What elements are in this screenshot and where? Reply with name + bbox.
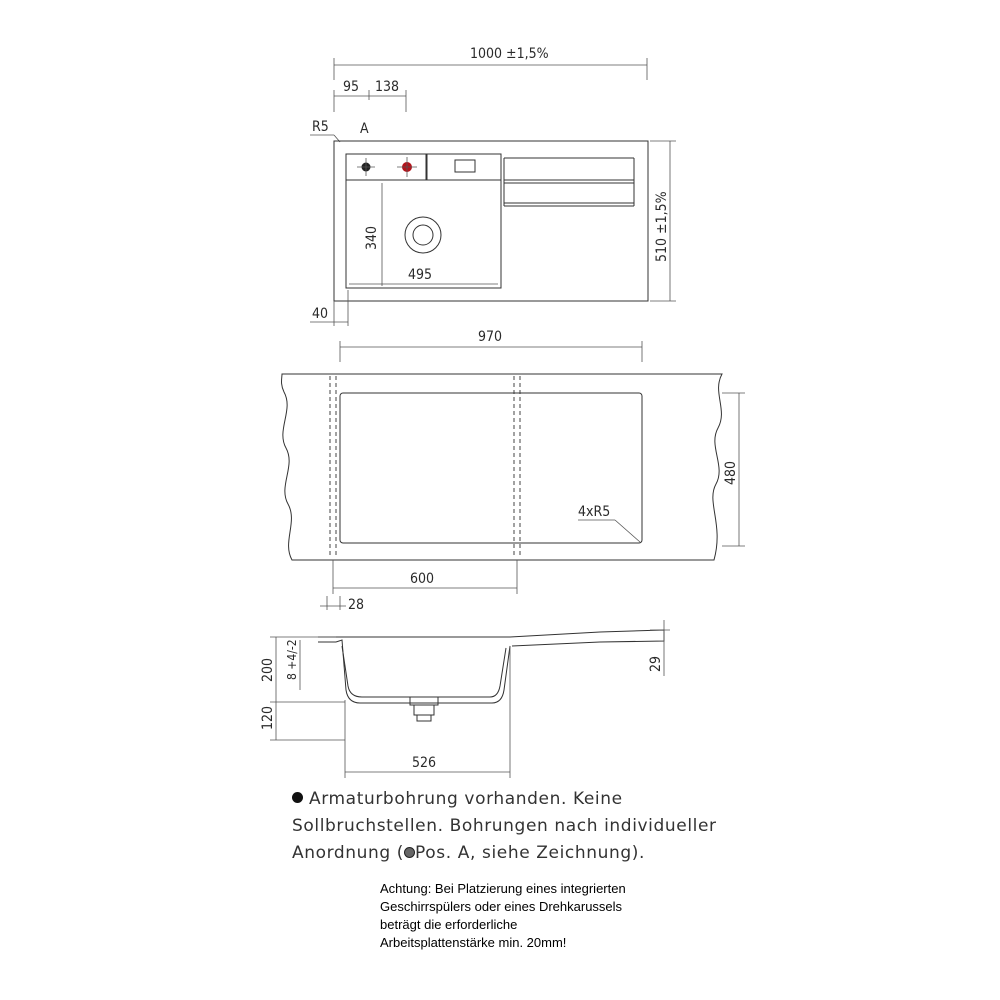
dim-overall-depth: 510 ±1,5% bbox=[654, 191, 670, 262]
dim-bowl-depth: 340 bbox=[364, 225, 380, 250]
warning-line-4: Arbeitsplattenstärke min. 20mm! bbox=[380, 935, 567, 950]
dim-bowl-width: 495 bbox=[408, 267, 433, 283]
tap-hole-dark-icon bbox=[357, 158, 375, 176]
note-line-2: Sollbruchstellen. Bohrungen nach individueller bbox=[292, 816, 717, 836]
warning-line-2: Geschirrspülers oder eines Drehkarussels bbox=[380, 899, 623, 914]
dim-edge-28: 28 bbox=[348, 597, 365, 613]
dim-cutout-depth: 480 bbox=[723, 460, 739, 485]
drainer-grooves bbox=[504, 158, 634, 206]
note-text-3a: Anordnung ( bbox=[292, 843, 405, 863]
note-text-3b: Pos. A, siehe Zeichnung). bbox=[415, 843, 645, 863]
warning-line-1: Achtung: Bei Platzierung eines integrierten bbox=[380, 881, 626, 896]
worktop-outline bbox=[282, 374, 723, 560]
note-line-3 bbox=[292, 840, 812, 867]
tap-hole-red-icon bbox=[397, 157, 417, 177]
dim-rim-thickness: 8 +4/-2 bbox=[285, 639, 299, 680]
position-marker-icon bbox=[404, 847, 415, 858]
note-text-1: Armaturbohrung vorhanden. Keine bbox=[309, 789, 623, 809]
label-radius-r5: R5 bbox=[312, 119, 329, 135]
notes-block bbox=[292, 786, 812, 867]
dim-drainer-height: 29 bbox=[648, 655, 664, 672]
dim-bowl-bottom: 526 bbox=[412, 755, 437, 771]
overflow-box bbox=[427, 154, 501, 180]
label-position-a: A bbox=[360, 121, 369, 137]
dim-overall-width: 1000 ±1,5% bbox=[470, 46, 549, 62]
sink-outline bbox=[334, 141, 648, 301]
dim-offset-95: 95 bbox=[343, 79, 360, 95]
section-view bbox=[260, 620, 670, 778]
top-view bbox=[310, 46, 676, 326]
label-corner-radius: 4xR5 bbox=[578, 504, 611, 520]
drain-fitting-icon bbox=[410, 697, 438, 721]
overflow-icon bbox=[455, 160, 475, 172]
dim-cabinet-600: 600 bbox=[410, 571, 435, 587]
warning-line-3: beträgt die erforderliche bbox=[380, 917, 518, 932]
dim-cutout-width: 970 bbox=[478, 329, 503, 345]
bullet-icon bbox=[292, 792, 303, 803]
dim-offset-138: 138 bbox=[375, 79, 400, 95]
dim-edge-40: 40 bbox=[312, 306, 329, 322]
cutout-outline bbox=[340, 393, 642, 543]
note-line-1 bbox=[292, 786, 812, 813]
drain-icon bbox=[405, 217, 441, 253]
cutout-view bbox=[282, 329, 746, 613]
warning-block bbox=[380, 880, 800, 952]
dim-total-height: 200 bbox=[260, 657, 276, 682]
bowl-section-outer bbox=[336, 640, 510, 703]
dim-drain-height: 120 bbox=[260, 705, 276, 730]
